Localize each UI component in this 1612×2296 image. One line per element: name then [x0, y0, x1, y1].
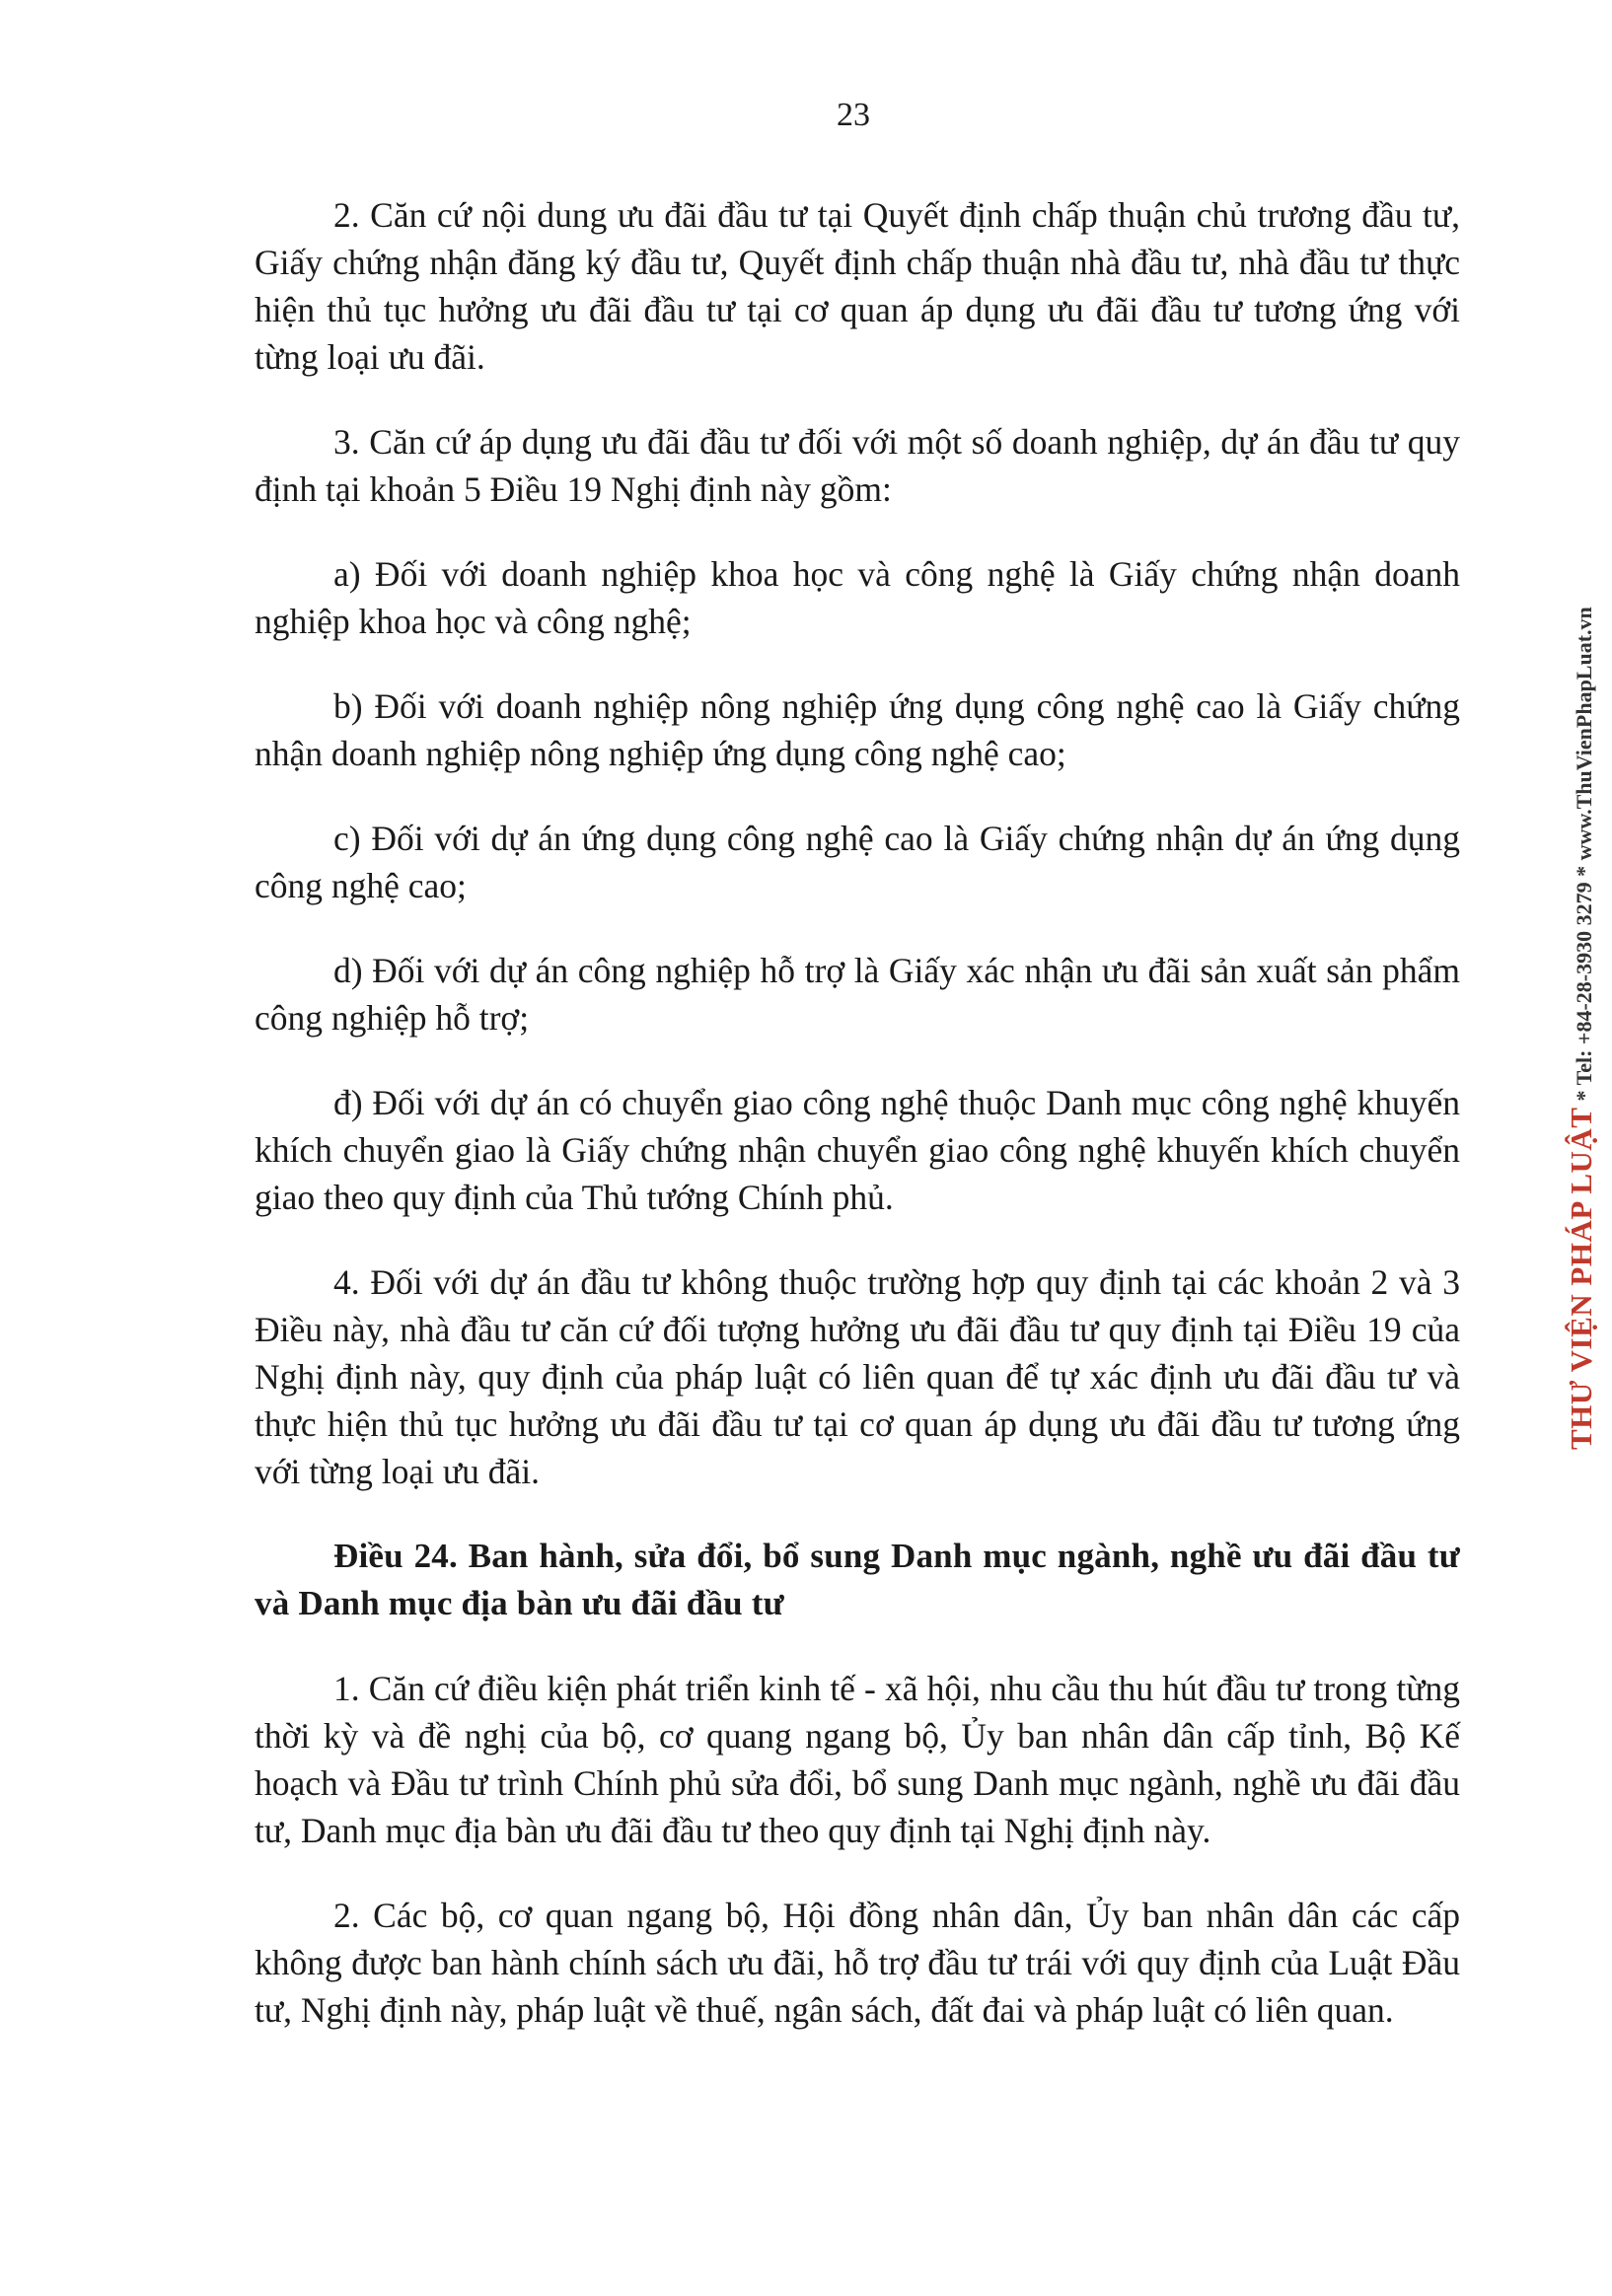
- paragraph-item-dd: đ) Đối với dự án có chuyển giao công nghệ thuộc Danh mục công nghệ khuyến khích chuyển giao là Giấy chứng nhận chuyển giao công nghệ khuyến khích chuyển giao theo quy định của Thủ tướng Chính phủ.: [255, 1083, 1460, 1217]
- paragraph-item-b: b) Đối với doanh nghiệp nông nghiệp ứng dụng công nghệ cao là Giấy chứng nhận doanh nghiệp nông nghiệp ứng dụng công nghệ cao;: [255, 686, 1460, 773]
- paragraph-article-24-clause-2: 2. Các bộ, cơ quan ngang bộ, Hội đồng nhân dân, Ủy ban nhân dân các cấp không được ban hành chính sách ưu đãi, hỗ trợ đầu tư trái với quy định của Luật Đầu tư, Nghị định này, pháp luật về thuế, ngân sách, đất đai và pháp luật có liên quan.: [255, 1896, 1460, 2030]
- article-24-heading: Điều 24. Ban hành, sửa đổi, bổ sung Danh mục ngành, nghề ưu đãi đầu tư và Danh mục địa bàn ưu đãi đầu tư: [255, 1537, 1460, 1622]
- document-body: [255, 191, 1460, 2071]
- watermark-brand: THƯ VIỆN PHÁP LUẬT: [1564, 1107, 1598, 1450]
- paragraph-clause-4: 4. Đối với dự án đầu tư không thuộc trường hợp quy định tại các khoản 2 và 3 Điều này, nhà đầu tư căn cứ đối tượng hưởng ưu đãi đầu tư quy định tại Điều 19 của Nghị định này, quy định của pháp luật có liên quan để tự xác định ưu đãi đầu tư và thực hiện thủ tục hưởng ưu đãi đầu tư tại cơ quan áp dụng ưu đãi đầu tư tương ứng với từng loại ưu đãi.: [255, 1262, 1460, 1491]
- paragraph-item-a: a) Đối với doanh nghiệp khoa học và công nghệ là Giấy chứng nhận doanh nghiệp khoa học và công nghệ;: [255, 554, 1460, 641]
- page-number: 23: [837, 97, 870, 133]
- paragraph-item-d: d) Đối với dự án công nghiệp hỗ trợ là Giấy xác nhận ưu đãi sản xuất sản phẩm công nghiệp hỗ trợ;: [255, 951, 1460, 1038]
- paragraph-item-c: c) Đối với dự án ứng dụng công nghệ cao là Giấy chứng nhận dự án ứng dụng công nghệ cao;: [255, 819, 1460, 905]
- paragraph-clause-2: 2. Căn cứ nội dung ưu đãi đầu tư tại Quyết định chấp thuận chủ trương đầu tư, Giấy chứng nhận đăng ký đầu tư, Quyết định chấp thuận nhà đầu tư, nhà đầu tư thực hiện thủ tục hưởng ưu đãi đầu tư tại cơ quan áp dụng ưu đãi đầu tư tương ứng với từng loại ưu đãi.: [255, 195, 1460, 377]
- paragraph-article-24-clause-1: 1. Căn cứ điều kiện phát triển kinh tế - xã hội, nhu cầu thu hút đầu tư trong từng thời kỳ và đề nghị của bộ, cơ quang ngang bộ, Ủy ban nhân dân cấp tỉnh, Bộ Kế hoạch và Đầu tư trình Chính phủ sửa đổi, bổ sung Danh mục ngành, nghề ưu đãi đầu tư, Danh mục địa bàn ưu đãi đầu tư theo quy định tại Nghị định này.: [255, 1669, 1460, 1850]
- watermark-contact: * Tel: +84-28-3930 3279 * www.ThuVienPhapLuat.vn: [1572, 607, 1596, 1102]
- paragraph-clause-3: 3. Căn cứ áp dụng ưu đãi đầu tư đối với một số doanh nghiệp, dự án đầu tư quy định tại khoản 5 Điều 19 Nghị định này gồm:: [255, 422, 1460, 509]
